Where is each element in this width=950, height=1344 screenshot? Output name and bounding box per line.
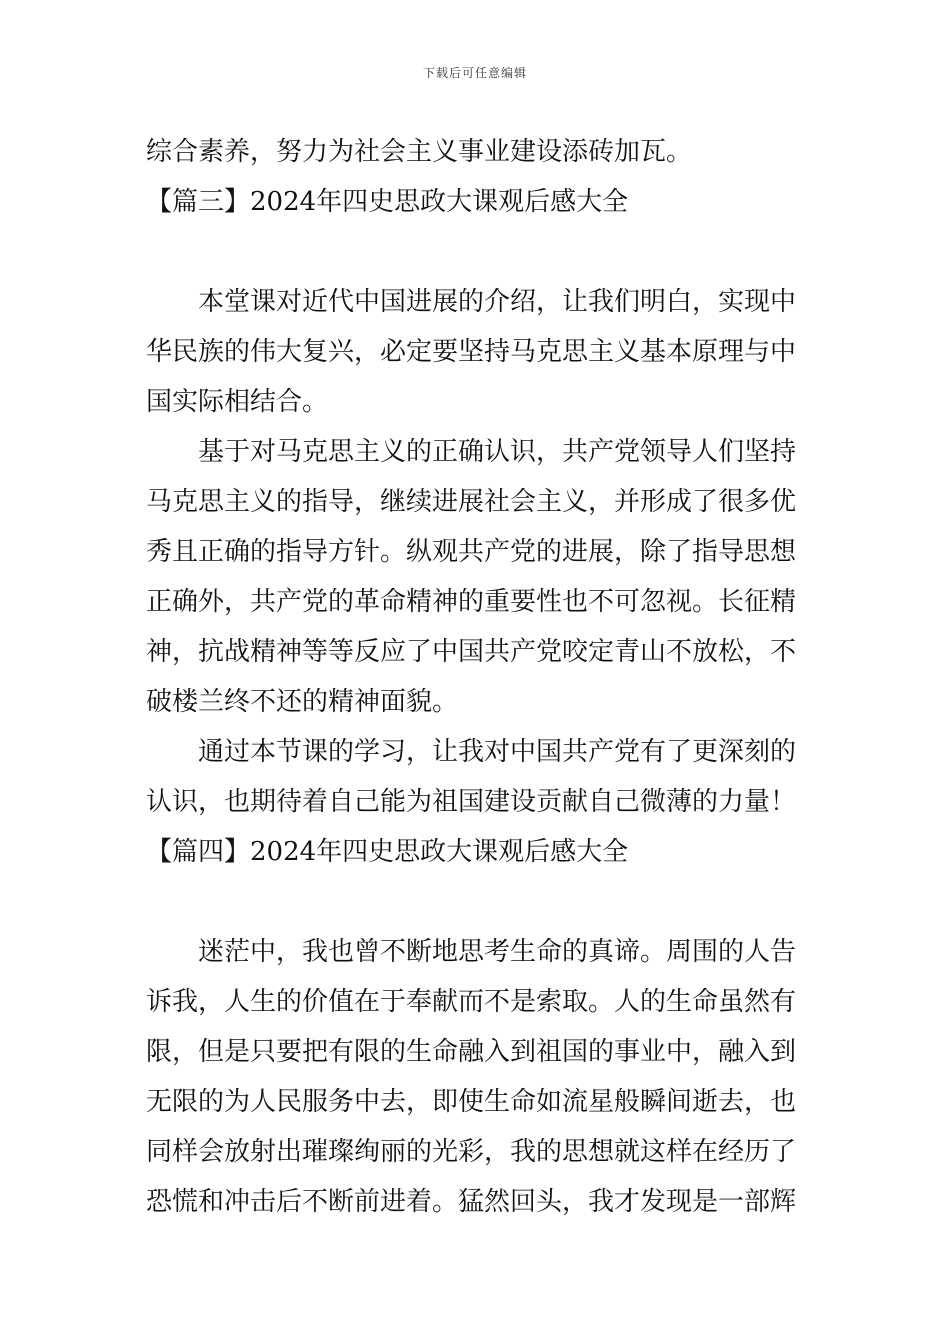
paragraph-line: 神，抗战精神等等反应了中国共产党咬定青山不放松，不 [146,637,797,667]
paragraph-line: 迷茫中，我也曾不断地思考生命的真谛。周围的人告 [198,937,797,967]
paragraph-line: 华民族的伟大复兴，必定要坚持马克思主义基本原理与中 [146,337,797,367]
page-header: 下载后可任意编辑 [422,66,527,80]
blank-line [146,877,806,927]
paragraph-line: 诉我，人生的价值在于奉献而不是索取。人的生命虽然有 [146,987,797,1017]
paragraph-line: 认识，也期待着自己能为祖国建设贡献自己微薄的力量！ [146,787,797,817]
paragraph-line: 基于对马克思主义的正确认识，共产党领导人们坚持 [198,437,797,467]
paragraph-line: 秀且正确的指导方针。纵观共产党的进展，除了指导思想 [146,537,797,567]
section-heading-3: 【篇三】2024年四史思政大课观后感大全 [146,187,629,217]
paragraph-line: 限，但是只要把有限的生命融入到祖国的事业中，融入到 [146,1037,797,1067]
section-heading-4: 【篇四】2024年四史思政大课观后感大全 [146,837,629,867]
paragraph-line: 无限的为人民服务中去，即使生命如流星般瞬间逝去，也 [146,1087,797,1117]
paragraph-line: 国实际相结合。 [146,387,329,417]
paragraph-line: 本堂课对近代中国进展的介绍，让我们明白，实现中 [198,287,797,317]
paragraph-line: 恐慌和冲击后不断前进着。猛然回头，我才发现是一部辉 [146,1187,797,1217]
document-body [146,127,806,1227]
paragraph-line: 通过本节课的学习，让我对中国共产党有了更深刻的 [198,737,797,767]
blank-line [146,227,806,277]
paragraph-line: 破楼兰终不还的精神面貌。 [146,687,459,717]
paragraph-line: 综合素养，努力为社会主义事业建设添砖加瓦。 [146,137,693,167]
paragraph-line: 同样会放射出璀璨绚丽的光彩，我的思想就这样在经历了 [146,1137,797,1167]
paragraph-line: 马克思主义的指导，继续进展社会主义，并形成了很多优 [146,487,797,517]
paragraph-line: 正确外，共产党的革命精神的重要性也不可忽视。长征精 [146,587,797,617]
